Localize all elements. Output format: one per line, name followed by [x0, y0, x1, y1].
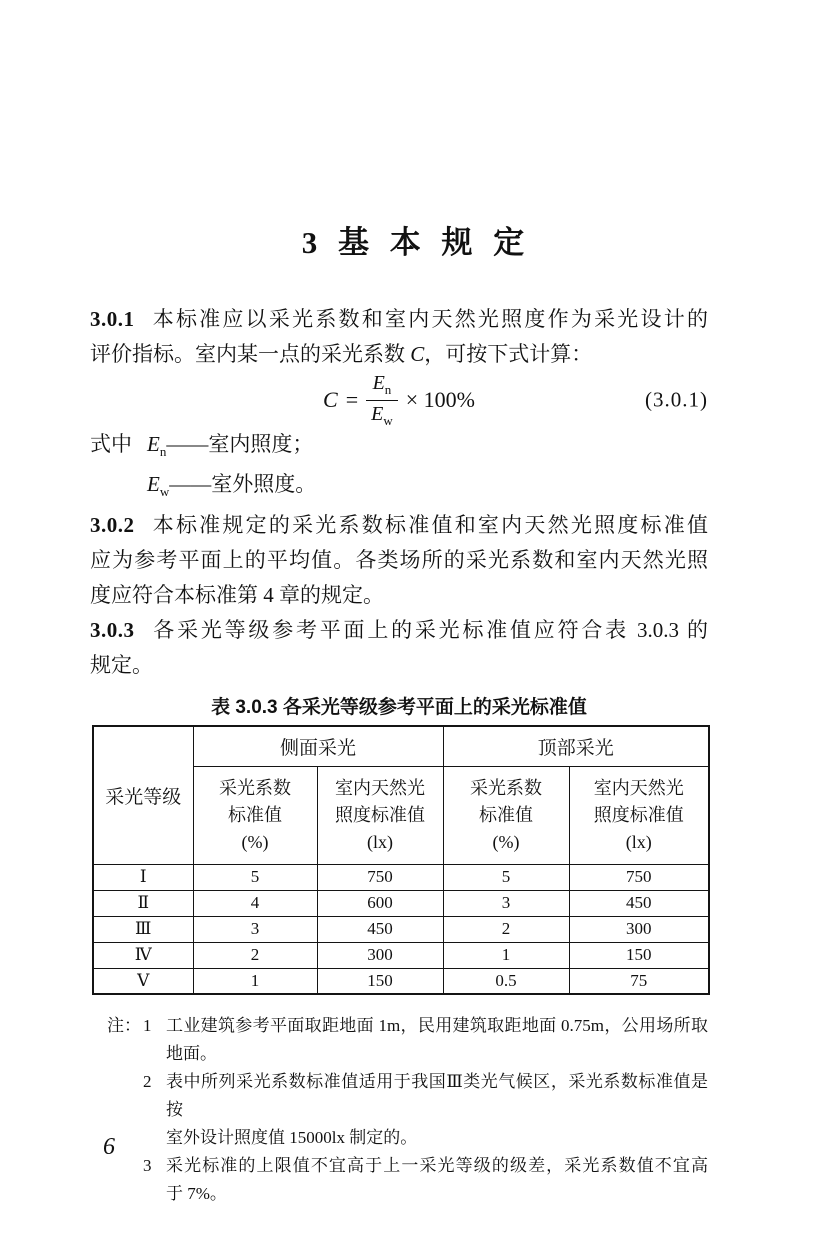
- table-notes: [107, 1012, 708, 1208]
- section-number: 3.0.1: [90, 307, 135, 331]
- table-row: [93, 890, 709, 916]
- section-number: 3.0.3: [90, 618, 135, 643]
- term-subscript: n: [159, 444, 167, 460]
- where-line: [90, 468, 708, 508]
- where-line: [90, 428, 708, 468]
- paragraph-text: 本标准应以采光系数和室内天然光照度作为采光设计的: [150, 307, 708, 331]
- section-3-0-1: [90, 302, 708, 372]
- table-cell: 300: [569, 916, 709, 942]
- denominator-symbol: E: [371, 402, 384, 425]
- page-content: [90, 302, 708, 1208]
- subheader-line: (%): [492, 831, 520, 852]
- table-caption: 表 3.0.3 各采光等级参考平面上的采光标准值: [211, 697, 587, 719]
- subheader-daylight-factor-top: [443, 766, 569, 864]
- paragraph-line: [90, 543, 708, 578]
- note-line: 采光标准的上限值不宜高于上一采光等级的级差，采光系数值不宜高: [166, 1156, 708, 1176]
- note-line: 地面。: [166, 1044, 217, 1064]
- table-cell: 750: [569, 864, 709, 890]
- fraction: [366, 372, 398, 428]
- table-cell: 0.5: [443, 968, 569, 994]
- subheader-line: (lx): [367, 831, 393, 852]
- subheader-line: 标准值: [479, 804, 534, 825]
- term-definition: 室内照度；: [208, 432, 314, 456]
- note-line: 于 7%。: [166, 1184, 227, 1204]
- fraction-denominator: [366, 400, 398, 428]
- formula-block: [90, 372, 708, 428]
- table-cell: 5: [443, 864, 569, 890]
- subheader-line: (%): [241, 831, 269, 852]
- denominator-subscript: w: [383, 412, 393, 428]
- table-cell: 750: [317, 864, 443, 890]
- paragraph-text: 本标准规定的采光系数标准值和室内天然光照度标准值: [150, 513, 708, 538]
- table-corner-header: 采光等级: [93, 726, 193, 864]
- table-cell: 4: [193, 890, 317, 916]
- paragraph-text: 度应符合本标准第 4 章的规定。: [90, 583, 384, 608]
- variable-c: C: [410, 342, 425, 366]
- table-group-top-lighting: 顶部采光: [443, 726, 709, 766]
- table-cell-grade: Ⅱ: [93, 890, 193, 916]
- table-cell: 2: [193, 942, 317, 968]
- standard-values-table: [92, 725, 710, 995]
- section-number: 3.0.2: [90, 513, 135, 538]
- table-cell: 2: [443, 916, 569, 942]
- equation-number: (3.0.1): [645, 387, 708, 412]
- section-3-0-2: [90, 508, 708, 613]
- term-dash: ——: [169, 472, 212, 497]
- term-definition: 室外照度。: [211, 472, 317, 497]
- table-cell: 3: [443, 890, 569, 916]
- numerator-subscript: n: [384, 382, 392, 398]
- equals-sign: =: [345, 387, 359, 412]
- subheader-line: 采光系数: [470, 777, 543, 798]
- table-row: [93, 864, 709, 890]
- page-number: 6: [103, 1134, 115, 1160]
- note-gap: [158, 1152, 166, 1208]
- subheader-line: 标准值: [228, 804, 282, 825]
- table-row: [93, 968, 709, 994]
- subheader-line: 照度标准值: [593, 804, 684, 825]
- note-number: 2: [143, 1072, 152, 1092]
- where-block: [90, 428, 708, 508]
- note-line: 工业建筑参考平面取距地面 1m，民用建筑取距地面 0.75m，公用场所取: [166, 1016, 708, 1036]
- formula-multiplier: × 100%: [405, 387, 475, 412]
- table-cell: 150: [569, 942, 709, 968]
- where-label: 式中: [90, 432, 132, 456]
- notes-label: 注：: [107, 1016, 141, 1036]
- table-cell-grade: Ⅴ: [93, 968, 193, 994]
- table-cell: 600: [317, 890, 443, 916]
- numerator-symbol: E: [372, 372, 385, 395]
- paragraph-text: 规定。: [90, 653, 153, 678]
- subheader-line: 室内天然光: [593, 777, 684, 798]
- table-cell: 3: [193, 916, 317, 942]
- subheader-line: 采光系数: [219, 777, 291, 798]
- note-text: [166, 1012, 708, 1068]
- note-item: [107, 1068, 708, 1152]
- fraction-numerator: [368, 372, 397, 399]
- table-group-header-row: [93, 726, 709, 766]
- table-row: [93, 916, 709, 942]
- subheader-line: 室内天然光: [335, 777, 425, 798]
- term-symbol: E: [147, 432, 160, 456]
- table-cell: 150: [317, 968, 443, 994]
- note-number: 3: [143, 1156, 152, 1176]
- note-gap: [158, 1012, 166, 1068]
- subheader-illuminance-side: [317, 766, 443, 864]
- paragraph-line: [90, 578, 708, 613]
- paragraph-text: 评价指标。室内某一点的采光系数: [90, 342, 411, 366]
- paragraph-line: [90, 302, 708, 337]
- table-cell-grade: Ⅰ: [93, 864, 193, 890]
- table-row: [93, 942, 709, 968]
- paragraph-text: 各采光等级参考平面上的采光标准值应符合表 3.0.3 的: [150, 618, 708, 643]
- subheader-line: (lx): [625, 831, 652, 852]
- table-cell: 5: [193, 864, 317, 890]
- table-cell: 450: [317, 916, 443, 942]
- formula: [323, 372, 475, 428]
- subheader-daylight-factor-side: [193, 766, 317, 864]
- chapter-title: 3 基 本 规 定: [301, 225, 526, 260]
- section-3-0-3: [90, 613, 708, 683]
- table-cell: 1: [193, 968, 317, 994]
- note-text: [166, 1152, 708, 1208]
- table-cell: 75: [569, 968, 709, 994]
- note-number: 1: [143, 1016, 152, 1036]
- table-cell: 1: [443, 942, 569, 968]
- note-item: [107, 1012, 708, 1068]
- note-gap: [158, 1068, 166, 1152]
- note-text: [166, 1068, 708, 1152]
- term-symbol: E: [147, 472, 160, 497]
- note-item: [107, 1152, 708, 1208]
- subheader-illuminance-top: [569, 766, 709, 864]
- subheader-line: 照度标准值: [335, 804, 425, 825]
- term-subscript: w: [159, 484, 170, 500]
- table-cell-grade: Ⅳ: [93, 942, 193, 968]
- term-dash: ——: [166, 432, 209, 456]
- note-line: 室外设计照度值 15000lx 制定的。: [166, 1128, 418, 1148]
- paragraph-line: [90, 337, 708, 372]
- paragraph-line: [90, 613, 708, 648]
- formula-lhs: C: [323, 387, 338, 412]
- table-cell-grade: Ⅲ: [93, 916, 193, 942]
- note-line: 表中所列采光系数标准值适用于我国Ⅲ类光气候区，采光系数标准值是按: [166, 1072, 708, 1120]
- table-cell: 300: [317, 942, 443, 968]
- paragraph-line: [90, 508, 708, 543]
- paragraph-text: 应为参考平面上的平均值。各类场所的采光系数和室内天然光照: [90, 548, 708, 573]
- paragraph-text: ，可按下式计算：: [424, 342, 593, 366]
- table-group-side-lighting: 侧面采光: [193, 726, 443, 766]
- table-cell: 450: [569, 890, 709, 916]
- paragraph-line: [90, 648, 708, 683]
